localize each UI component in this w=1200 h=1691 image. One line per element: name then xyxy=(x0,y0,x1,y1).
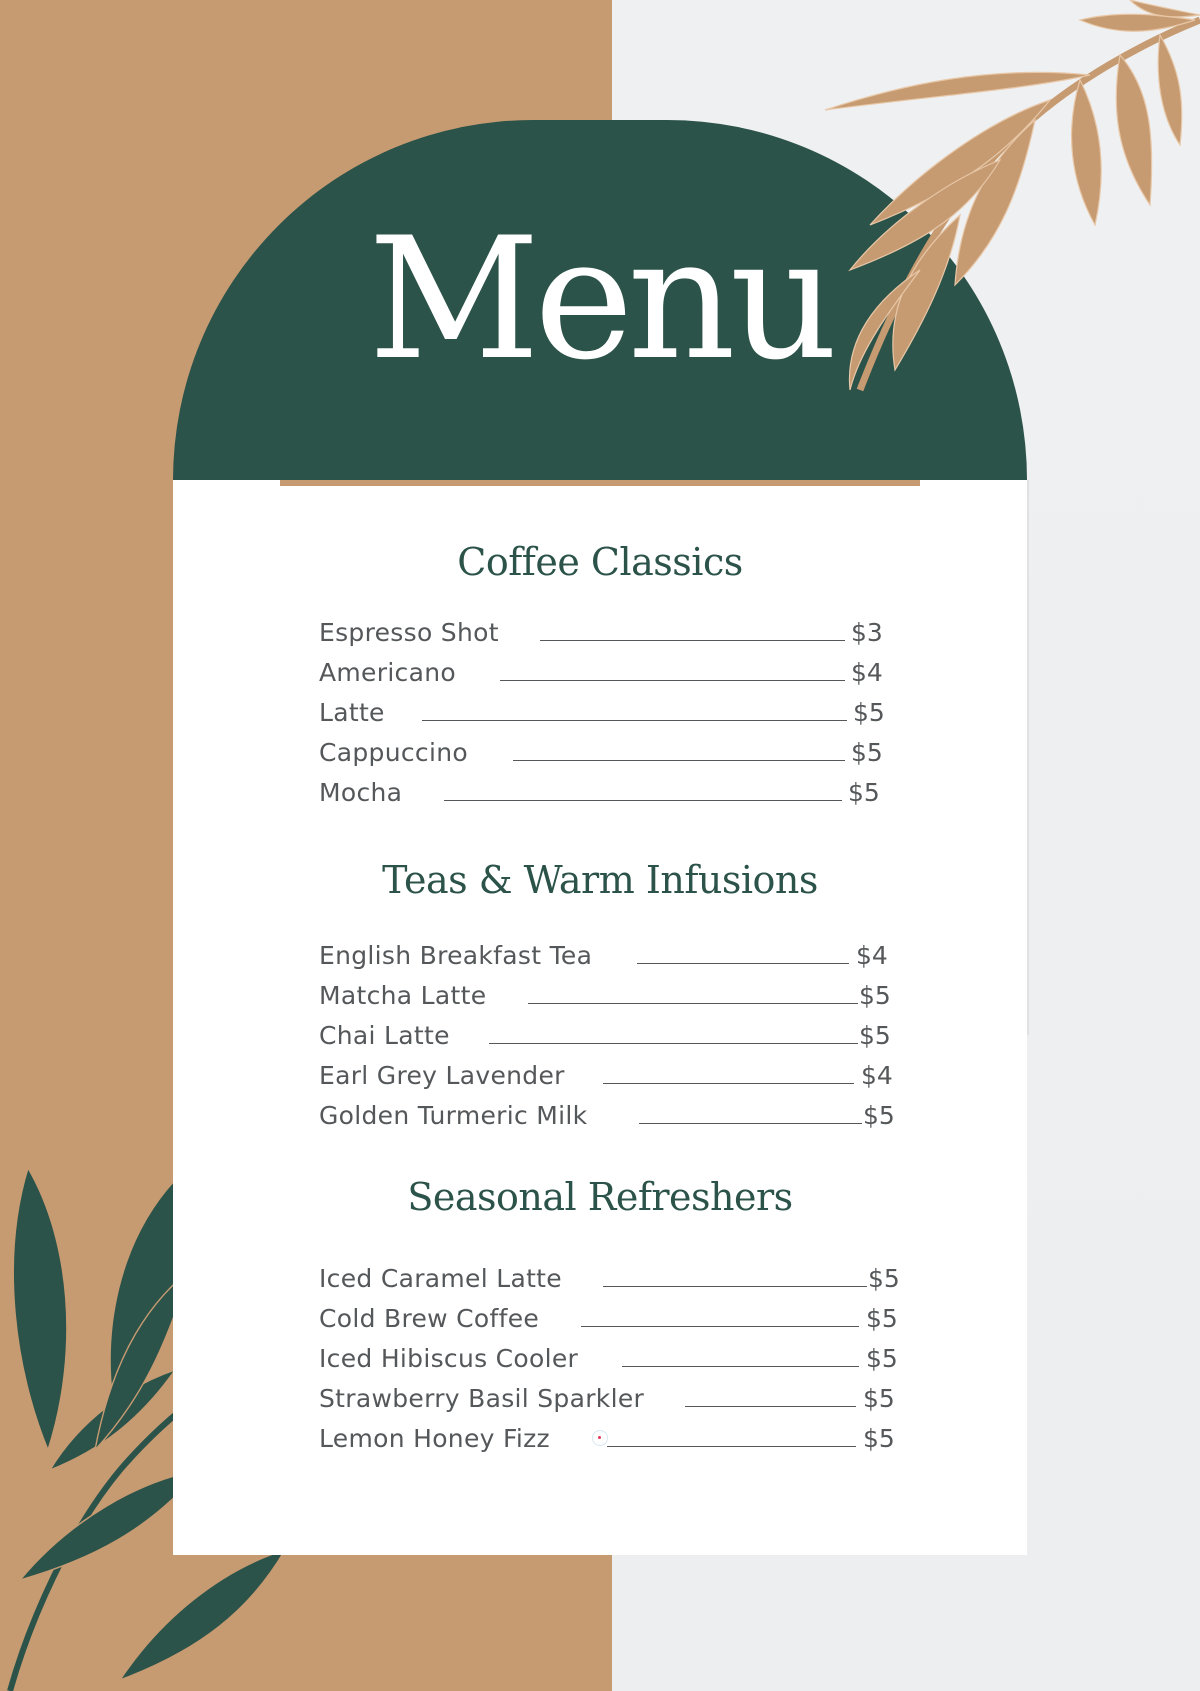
item-price: $5 xyxy=(868,1264,900,1293)
item-name: English Breakfast Tea xyxy=(319,940,593,970)
item-name: Matcha Latte xyxy=(319,980,487,1010)
leader-line xyxy=(603,1083,854,1084)
item-price: $5 xyxy=(863,1424,895,1453)
item-price: $5 xyxy=(853,698,885,727)
menu-item xyxy=(319,1258,899,1298)
item-price: $5 xyxy=(866,1344,898,1373)
item-name: Iced Caramel Latte xyxy=(319,1263,562,1293)
menu-item xyxy=(319,1055,899,1095)
item-name: Latte xyxy=(319,697,385,727)
item-name: Mocha xyxy=(319,777,403,807)
item-name: Strawberry Basil Sparkler xyxy=(319,1383,645,1413)
leader-line xyxy=(422,720,847,721)
item-price: $5 xyxy=(859,1021,891,1050)
item-name: Earl Grey Lavender xyxy=(319,1060,565,1090)
item-price: $5 xyxy=(851,738,883,767)
menu-item xyxy=(319,732,883,772)
item-name: Cappuccino xyxy=(319,737,468,767)
menu-item xyxy=(319,1298,899,1338)
leader-line xyxy=(581,1326,859,1327)
leader-line xyxy=(500,680,845,681)
item-price: $5 xyxy=(866,1304,898,1333)
leader-line xyxy=(637,963,849,964)
menu-item xyxy=(319,1338,899,1378)
item-name: Golden Turmeric Milk xyxy=(319,1100,588,1130)
item-price: $5 xyxy=(848,778,880,807)
menu-item xyxy=(319,935,899,975)
menu-item xyxy=(319,1095,899,1135)
item-name: Cold Brew Coffee xyxy=(319,1303,540,1333)
item-name: Americano xyxy=(319,657,456,687)
item-price: $4 xyxy=(856,941,888,970)
item-name: Iced Hibiscus Cooler xyxy=(319,1343,579,1373)
leader-line xyxy=(603,1286,867,1287)
header-divider xyxy=(280,480,920,486)
menu-item xyxy=(319,1378,899,1418)
item-name: Chai Latte xyxy=(319,1020,450,1050)
menu-item xyxy=(319,1418,899,1458)
menu-item xyxy=(319,652,883,692)
leader-line xyxy=(489,1043,858,1044)
section-title-coffee-classics: Coffee Classics xyxy=(457,540,743,584)
menu-item xyxy=(319,692,885,732)
item-price: $4 xyxy=(861,1061,893,1090)
leader-line xyxy=(685,1406,856,1407)
menu-item xyxy=(319,1015,899,1055)
menu-title: Menu xyxy=(368,201,832,397)
item-price: $5 xyxy=(863,1101,895,1130)
card-edge xyxy=(1027,480,1029,1035)
leader-line xyxy=(607,1446,856,1447)
section-title-teas-warm-infusions: Teas & Warm Infusions xyxy=(382,858,818,902)
leader-line xyxy=(528,1003,858,1004)
item-price: $4 xyxy=(851,658,883,687)
leader-line xyxy=(540,640,845,641)
leader-line xyxy=(622,1366,859,1367)
item-price: $3 xyxy=(851,618,883,647)
item-name: Lemon Honey Fizz xyxy=(319,1423,550,1453)
menu-item xyxy=(319,772,879,812)
menu-item xyxy=(319,612,883,652)
item-price: $5 xyxy=(859,981,891,1010)
leader-line xyxy=(444,800,842,801)
leader-line xyxy=(513,760,845,761)
text-cursor-marker xyxy=(592,1430,608,1446)
leader-line xyxy=(639,1123,862,1124)
item-name: Espresso Shot xyxy=(319,617,499,647)
menu-item xyxy=(319,975,899,1015)
section-title-seasonal-refreshers: Seasonal Refreshers xyxy=(407,1175,793,1219)
item-price: $5 xyxy=(863,1384,895,1413)
